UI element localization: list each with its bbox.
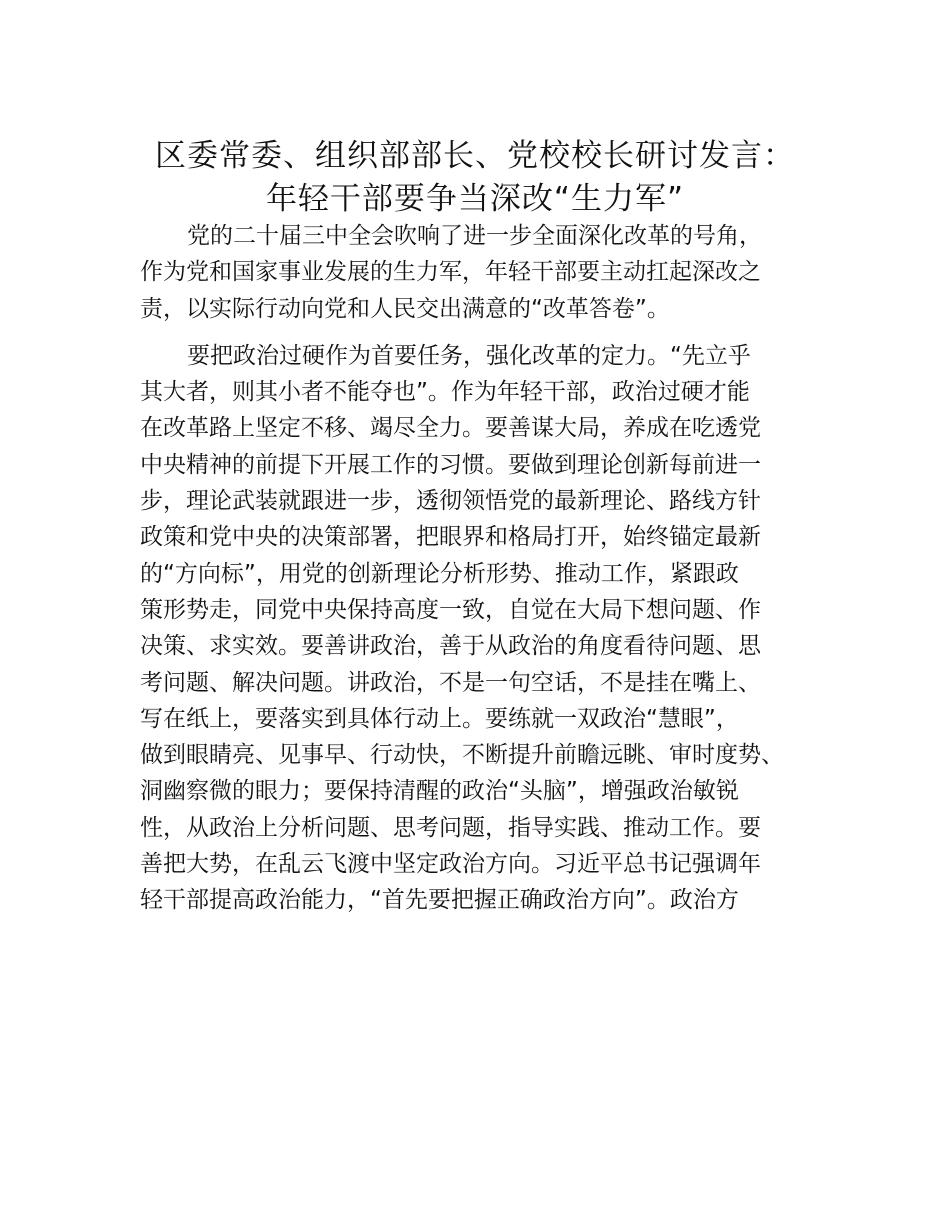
text-line: 做到眼睛亮、见事早、行动快，不断提升前瞻远眺、审时度势、	[140, 742, 784, 769]
text-line: 决策、求实效。要善讲政治，善于从政治的角度看待问题、思	[140, 633, 761, 660]
text-line: 党的二十届三中全会吹响了进一步全面深化改革的号角，	[187, 223, 762, 249]
text-line: 步，理论武装就跟进一步，透彻领悟党的最新理论、路线方针	[140, 488, 761, 515]
text-line: 考问题、解决问题。讲政治，不是一句空话，不是挂在嘴上、	[140, 669, 761, 696]
text-line: 轻干部提高政治能力，“首先要把握正确政治方向”。政治方	[140, 887, 739, 914]
text-line: 政策和党中央的决策部署，把眼界和格局打开，始终锚定最新	[140, 524, 761, 551]
text-line: 性，从政治上分析问题、思考问题，指导实践、推动工作。要	[140, 814, 761, 841]
paragraph-political	[140, 338, 820, 991]
text-line: 要把政治过硬作为首要任务，强化改革的定力。“先立乎	[187, 342, 751, 369]
text-line: 洞幽察微的眼力；要保持清醒的政治“头脑”，增强政治敏锐	[140, 778, 739, 805]
text-line	[140, 919, 820, 955]
text-line: 策形势走，同党中央保持高度一致，自觉在大局下想问题、作	[140, 596, 761, 623]
text-line: 的“方向标”，用党的创新理论分析形势、推动工作，紧跟政	[140, 560, 739, 587]
text-line	[140, 955, 820, 991]
text-line: 责，以实际行动向党和人民交出满意的“改革答卷”。	[140, 295, 670, 322]
text-line: 其大者，则其小者不能夺也”。作为年轻干部，政治过硬才能	[140, 379, 750, 406]
document-title	[0, 135, 950, 221]
text-line: 善把大势，在乱云飞渡中坚定政治方向。习近平总书记强调年	[140, 851, 761, 878]
title-line-2: 年轻干部要争当深改“生力军”	[265, 180, 685, 217]
paragraph-intro	[140, 218, 820, 327]
text-line: 作为党和国家事业发展的生力军，年轻干部要主动扛起深改之	[140, 259, 761, 286]
text-line: 写在纸上，要落实到具体行动上。要练就一双政治“慧眼”，	[140, 705, 739, 732]
title-line-1: 区委常委、组织部部长、党校校长研讨发言：	[155, 137, 795, 174]
document-body	[140, 218, 820, 1002]
text-line: 在改革路上坚定不移、竭尽全力。要善谋大局，养成在吃透党	[140, 415, 761, 442]
text-line: 中央精神的前提下开展工作的习惯。要做到理论创新每前进一	[140, 451, 761, 478]
